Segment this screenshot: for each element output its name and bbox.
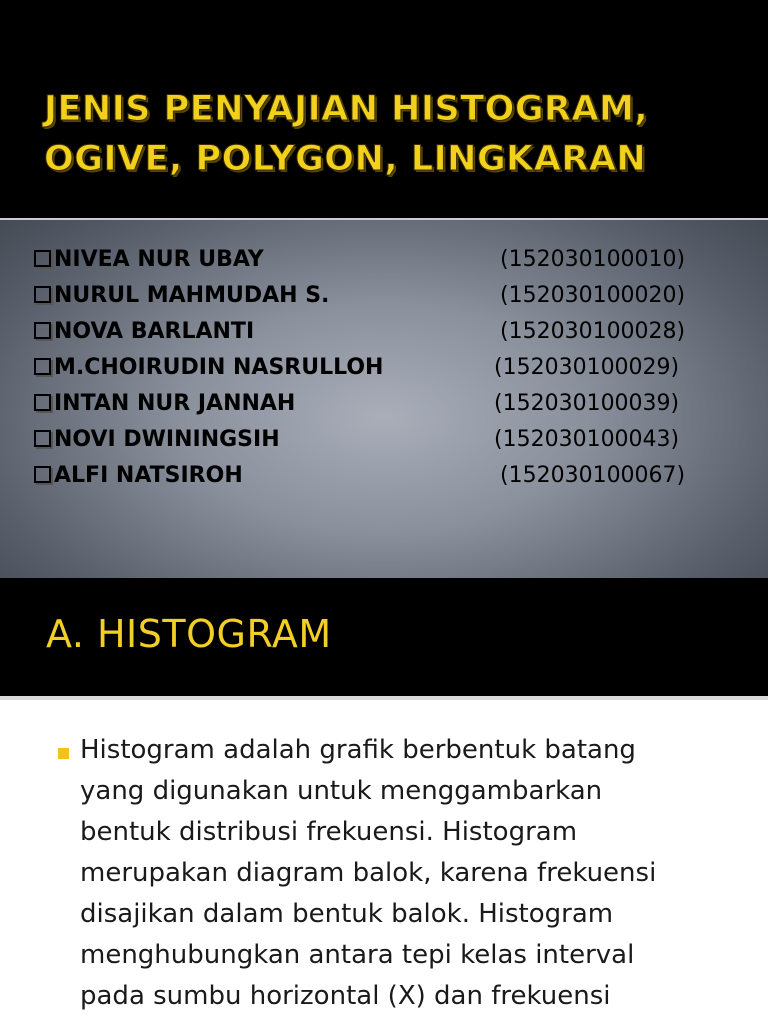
slide-title <box>44 84 744 184</box>
member-nim: (152030100029) <box>494 355 680 380</box>
checkbox-bullet-icon <box>34 394 51 411</box>
member-item <box>34 278 734 314</box>
checkbox-bullet-icon <box>34 466 51 483</box>
checkbox-bullet-icon <box>34 286 51 303</box>
paragraph-line: Histogram adalah grafik berbentuk batang <box>80 735 636 765</box>
checkbox-bullet-icon <box>34 250 51 267</box>
member-nim: (152030100067) <box>500 463 686 488</box>
paragraph-line: pada sumbu horizontal (X) dan frekuensi <box>80 981 611 1011</box>
member-name: NOVA BARLANTI <box>54 319 255 344</box>
member-item <box>34 242 734 278</box>
member-name: M.CHOIRUDIN NASRULLOH <box>54 355 384 380</box>
paragraph-line: merupakan diagram balok, karena frekuensi <box>80 858 657 888</box>
title-band <box>0 0 768 218</box>
member-nim: (152030100010) <box>500 247 686 272</box>
paragraph-line: disajikan dalam bentuk balok. Histogram <box>80 899 614 929</box>
checkbox-bullet-icon <box>34 358 51 375</box>
member-name: NOVI DWININGSIH <box>54 427 280 452</box>
slide-title-line-2: OGIVE, POLYGON, LINGKARAN <box>44 139 647 179</box>
slide-title-line-1: JENIS PENYAJIAN HISTOGRAM, <box>44 89 649 129</box>
section-title: A. HISTOGRAM <box>46 612 332 656</box>
member-nim: (152030100039) <box>494 391 680 416</box>
member-nim: (152030100043) <box>494 427 680 452</box>
member-name: ALFI NATSIROH <box>54 463 243 488</box>
member-nim: (152030100020) <box>500 283 686 308</box>
member-item <box>34 458 734 494</box>
member-item <box>34 422 734 458</box>
member-nim: (152030100028) <box>500 319 686 344</box>
member-name: NURUL MAHMUDAH S. <box>54 283 330 308</box>
member-list <box>34 242 734 494</box>
member-item <box>34 350 734 386</box>
member-name: INTAN NUR JANNAH <box>54 391 296 416</box>
member-name: NIVEA NUR UBAY <box>54 247 264 272</box>
member-item <box>34 314 734 350</box>
paragraph-line: yang digunakan untuk menggambarkan <box>80 776 603 806</box>
slide-2 <box>0 578 768 1024</box>
checkbox-bullet-icon <box>34 430 51 447</box>
checkbox-bullet-icon <box>34 322 51 339</box>
paragraph-line: menghubungkan antara tepi kelas interval <box>80 940 635 970</box>
member-item <box>34 386 734 422</box>
square-bullet-icon <box>58 748 69 759</box>
definition-paragraph <box>80 730 730 1017</box>
section-header <box>0 578 768 696</box>
content-area <box>0 700 768 1024</box>
paragraph-line: bentuk distribusi frekuensi. Histogram <box>80 817 578 847</box>
